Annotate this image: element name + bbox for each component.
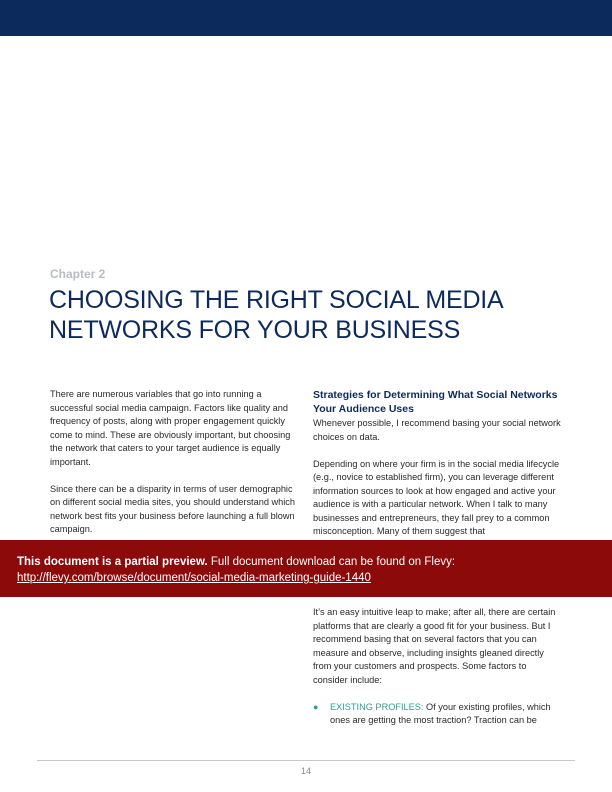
chapter-title-line2: NETWORKS FOR YOUR BUSINESS — [49, 316, 461, 344]
paragraph: There are numerous variables that go into running a successful social media campaign. Factors like quality and frequency of posts, along with proper engagement quickly come to mind. These are obviously important, but choosing the network that caters to your target audience is equally important. — [50, 389, 291, 467]
header-bar — [0, 0, 612, 36]
bullet-item — [313, 701, 563, 728]
preview-notice — [17, 556, 455, 568]
section-heading: Strategies for Determining What Social Networks Your Audience Uses — [313, 389, 558, 415]
footer-divider — [37, 760, 575, 761]
paragraph: Depending on where your firm is in the social media lifecycle (e.g., novice to established firm), you can leverage different information sources to look at how engaged and active your audience is with a particular network. When I talk to many businesses and entrepreneurs, they fall prey to a common misconception. Many of them suggest that — [313, 458, 560, 536]
download-link[interactable]: http://flevy.com/browse/document/social-media-marketing-guide-1440 — [17, 572, 371, 584]
bullet-dot-icon: ● — [313, 701, 319, 712]
preview-notice-bold: This document is a partial preview. — [17, 556, 208, 568]
preview-banner — [0, 540, 612, 597]
bullet-label: EXISTING PROFILES: — [330, 701, 424, 712]
chapter-title-line1: CHOOSING THE RIGHT SOCIAL MEDIA — [49, 286, 504, 314]
paragraph: Whenever possible, I recommend basing your social network choices on data. — [313, 418, 561, 442]
chapter-title — [49, 285, 589, 345]
page-number: 14 — [300, 766, 311, 776]
right-column — [313, 388, 563, 552]
paragraph: It’s an easy intuitive leap to make; after all, there are certain platforms that are clearly a good fit for your business. But I recommend basing that on several factors that you can measure and observe, including insights gleaned directly from your customers and prospects. Some factors to consider include: — [313, 607, 556, 685]
preview-notice-text: Full document download can be found on Flevy: — [207, 556, 456, 568]
right-column-lower — [313, 606, 563, 728]
paragraph: Since there can be a disparity in terms of user demographic on different social media sites, you should understand which network best fits your business before launching a full blown campaign. — [50, 483, 295, 534]
bullet-text: Of your existing profiles, which ones are getting the most traction? Traction can be — [330, 701, 551, 725]
chapter-label: Chapter 2 — [50, 267, 106, 281]
left-column — [50, 388, 302, 550]
